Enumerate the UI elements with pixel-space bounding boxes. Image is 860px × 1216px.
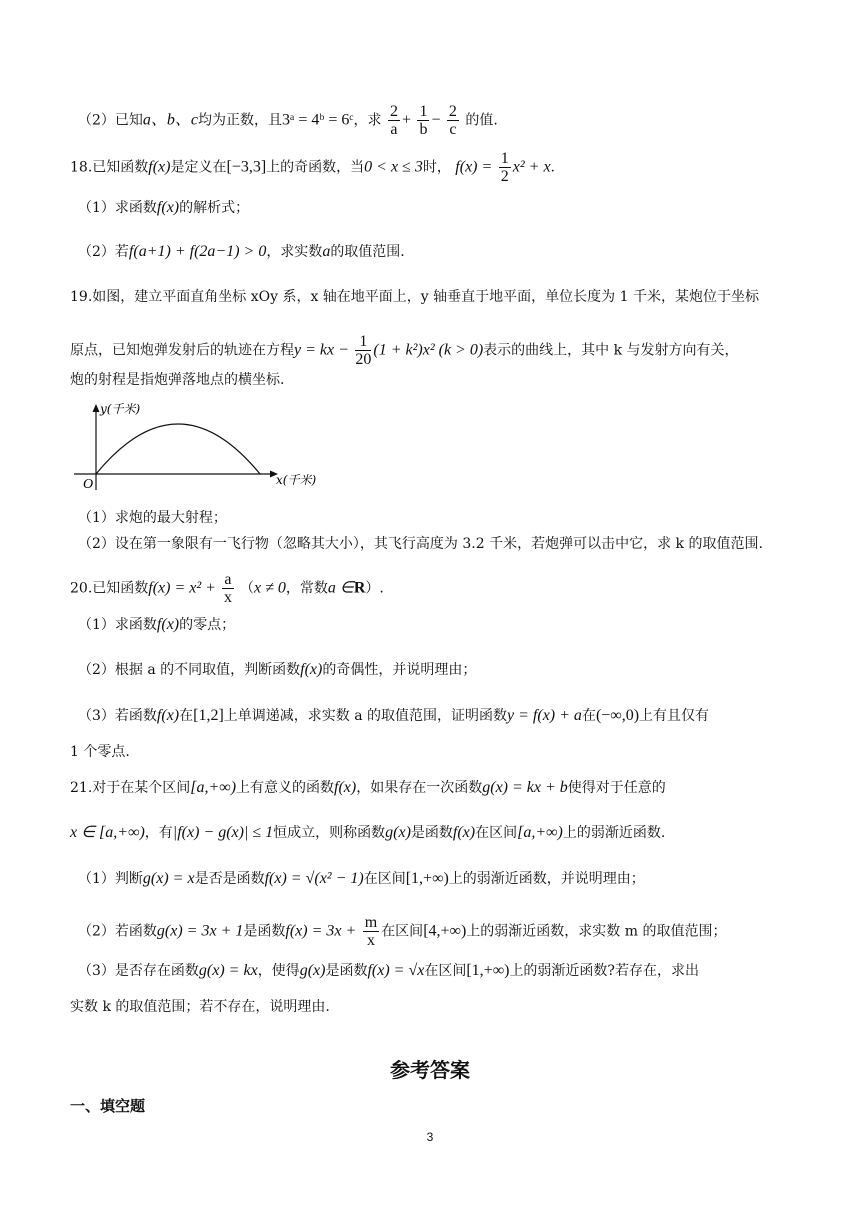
fraction <box>363 914 379 949</box>
text: 在区间 <box>424 963 467 979</box>
text: （ <box>239 580 254 597</box>
var: a <box>322 243 331 260</box>
text: 是函数 <box>325 963 368 979</box>
formula: f(x) <box>452 824 476 841</box>
origin-label: O <box>83 477 94 492</box>
formula: f(a+1) + f(2a−1) > 0 <box>128 243 267 260</box>
fraction <box>417 103 429 138</box>
formula: g(x) = kx + b <box>482 779 568 796</box>
formula: f(x) <box>156 707 180 724</box>
fraction <box>388 103 400 138</box>
formula: [1,+∞) <box>466 962 510 979</box>
vars: a、b、c <box>142 111 199 129</box>
formula: x ≠ 0 <box>253 579 286 597</box>
formula: a ∈ <box>327 579 354 597</box>
text: 在 <box>581 708 596 724</box>
text: 的零点； <box>179 617 236 633</box>
q20-part3 <box>78 705 709 727</box>
trajectory-curve <box>96 424 260 474</box>
text: 上有意义的函数 <box>236 780 335 796</box>
text: 使得对于任意的 <box>567 780 666 796</box>
q19-line2 <box>70 333 739 368</box>
text: ，有 <box>144 825 173 841</box>
text: . <box>550 159 555 176</box>
text: ，求实数 <box>266 244 323 260</box>
text: 均为正数，且 <box>198 112 283 129</box>
formula: y = f(x) + a <box>507 707 582 724</box>
text: （2）若函数 <box>78 923 157 940</box>
text: 21.对于在某个区间 <box>70 780 191 796</box>
q20-stem <box>70 571 384 606</box>
formula: [1,2] <box>193 707 224 724</box>
real-set: R <box>353 579 366 597</box>
q18-part2 <box>78 241 405 263</box>
text: 上的弱渐近函数，求实数 m 的取值范围； <box>466 923 727 940</box>
page-number: 3 <box>426 1130 434 1144</box>
formula: |f(x) − g(x)| ≤ 1 <box>172 824 274 841</box>
q20-part3-cont: 1 个零点. <box>70 744 130 760</box>
text: 时， <box>422 159 451 176</box>
text: 的解析式； <box>179 200 250 216</box>
numerator: 1 <box>419 103 428 120</box>
q17-part2: （2）已知a、b、c均为正数，且3ᵃ = 4ᵇ = 6ᶜ，求 $\frac{2}{a}$ + $\frac{1}{b}$ − $\frac{2}{c}$ 的值. <box>78 103 498 138</box>
text: 在 <box>179 708 194 724</box>
denominator: 2 <box>500 168 509 185</box>
text: （3）是否存在函数 <box>78 963 199 979</box>
text: （1）求函数 <box>78 200 157 216</box>
numerator: 2 <box>389 103 398 120</box>
denominator: b <box>419 121 428 138</box>
fraction <box>447 103 459 138</box>
q21-part3 <box>78 960 699 982</box>
formula: x² + x <box>512 158 551 176</box>
formula: f(x) <box>334 779 357 796</box>
denominator: 20 <box>355 351 372 368</box>
fraction <box>499 150 511 185</box>
section-title: 一、填空题 <box>70 1097 146 1115</box>
q20-part1 <box>78 614 235 636</box>
formula: y = kx − <box>294 341 349 359</box>
formula: f(x) = <box>455 158 493 176</box>
text: 的取值范围. <box>330 244 405 260</box>
formula: f(x) = 3x + <box>285 922 357 940</box>
text: （3）若函数 <box>78 708 157 724</box>
condition-formula: 3ᵃ = 4ᵇ = 6ᶜ <box>282 111 354 129</box>
numerator: 2 <box>448 103 457 120</box>
formula: f(x) <box>148 158 171 176</box>
text: 的奇偶性，并说明理由； <box>322 662 477 678</box>
formula: f(x) = √x <box>367 962 425 979</box>
text: 20.已知函数 <box>70 580 149 597</box>
x-axis-label: x(千米) <box>276 473 317 487</box>
text: 18.已知函数 <box>70 159 149 176</box>
text: 在区间 <box>475 825 518 841</box>
answers-title: 参考答案 <box>390 1058 470 1082</box>
text: 在区间 <box>363 871 406 887</box>
q20-part2 <box>78 659 476 681</box>
text: 上的弱渐近函数?若存在，求出 <box>509 963 699 979</box>
text: 表示的曲线上，其中 k 与发射方向有关， <box>483 342 739 359</box>
q21-part2 <box>78 914 726 949</box>
text: （2）已知 <box>78 112 143 129</box>
formula: f(x) <box>156 616 180 633</box>
denominator: x <box>366 932 375 949</box>
numerator: a <box>224 571 232 588</box>
formula: [4,+∞) <box>423 922 467 940</box>
text: ，求 <box>353 112 382 129</box>
fraction <box>355 333 371 368</box>
formula: x ∈ [a,+∞) <box>70 824 145 841</box>
text: 是函数 <box>243 923 286 940</box>
q18-stem <box>70 150 555 185</box>
text: 的值. <box>465 112 498 129</box>
formula: g(x) <box>299 962 326 979</box>
formula: (1 + k²)x² (k > 0) <box>373 341 484 359</box>
text: 原点，已知炮弹发射后的轨迹在方程 <box>70 342 294 359</box>
denominator: a <box>390 121 398 138</box>
y-axis-label: y(千米) <box>100 402 141 416</box>
text: 上的弱渐近函数. <box>562 825 666 841</box>
numerator: 1 <box>355 333 371 351</box>
q19-line1: 19.如图，建立平面直角坐标 xOy 系，x 轴在地平面上，y 轴垂直于地平面，单位长度为 1 千米，某炮位于坐标 <box>70 289 759 305</box>
trajectory-figure <box>72 398 332 494</box>
text: ，常数 <box>285 580 328 597</box>
y-axis-arrow <box>93 404 100 412</box>
text: ，使得 <box>257 963 300 979</box>
text: 上有且仅有 <box>639 708 710 724</box>
text: （2）若 <box>78 244 129 260</box>
q21-part1 <box>78 868 645 890</box>
text: 是否是函数 <box>194 871 265 887</box>
q19-part2: （2）设在第一象限有一飞行物（忽略其大小），其飞行高度为 3.2 千米，若炮弹可以击中它，求 k 的取值范围. <box>78 536 763 552</box>
text: 在区间 <box>381 923 424 940</box>
q21-line2 <box>70 822 665 844</box>
q18-part1 <box>78 197 249 219</box>
text: （2）根据 a 的不同取值，判断函数 <box>78 662 301 678</box>
text: 是定义在 <box>170 159 227 176</box>
formula: f(x) = √(x² − 1) <box>264 870 364 887</box>
denominator: x <box>223 589 232 606</box>
text: 上单调递减，求实数 a 的取值范围，证明函数 <box>223 708 508 724</box>
numerator: m <box>364 914 378 931</box>
fraction <box>222 571 233 606</box>
formula: (−∞,0) <box>595 707 640 724</box>
formula: [a,+∞) <box>190 779 237 796</box>
text: 是函数 <box>410 825 453 841</box>
text: 恒成立，则称函数 <box>273 825 386 841</box>
formula: g(x) = 3x + 1 <box>156 922 244 940</box>
text: （1）求函数 <box>78 617 157 633</box>
q21-line1 <box>70 777 666 799</box>
formula: f(x) <box>300 661 323 678</box>
formula: f(x) <box>156 199 180 216</box>
formula: g(x) <box>385 824 411 841</box>
formula: f(x) = x² + <box>148 579 216 597</box>
formula: [−3,3] <box>226 158 267 176</box>
formula: [1,+∞) <box>405 870 449 887</box>
formula: g(x) = x <box>142 870 195 887</box>
formula: 0 < x ≤ 3 <box>364 158 423 176</box>
text: 上的奇函数，当 <box>266 159 365 176</box>
formula: g(x) = kx <box>198 962 258 979</box>
q19-line3: 炮的射程是指炮弹落地点的横坐标. <box>70 372 285 388</box>
text: （1）判断 <box>78 871 143 887</box>
q21-part3-cont: 实数 k 的取值范围；若不存在，说明理由. <box>70 999 330 1015</box>
numerator: 1 <box>500 150 509 167</box>
text: ）. <box>365 580 384 597</box>
text: ，如果存在一次函数 <box>356 780 483 796</box>
text: 上的弱渐近函数，并说明理由； <box>448 871 645 887</box>
formula: [a,+∞) <box>517 824 563 841</box>
q19-part1: （1）求炮的最大射程； <box>78 510 227 526</box>
denominator: c <box>449 121 457 138</box>
